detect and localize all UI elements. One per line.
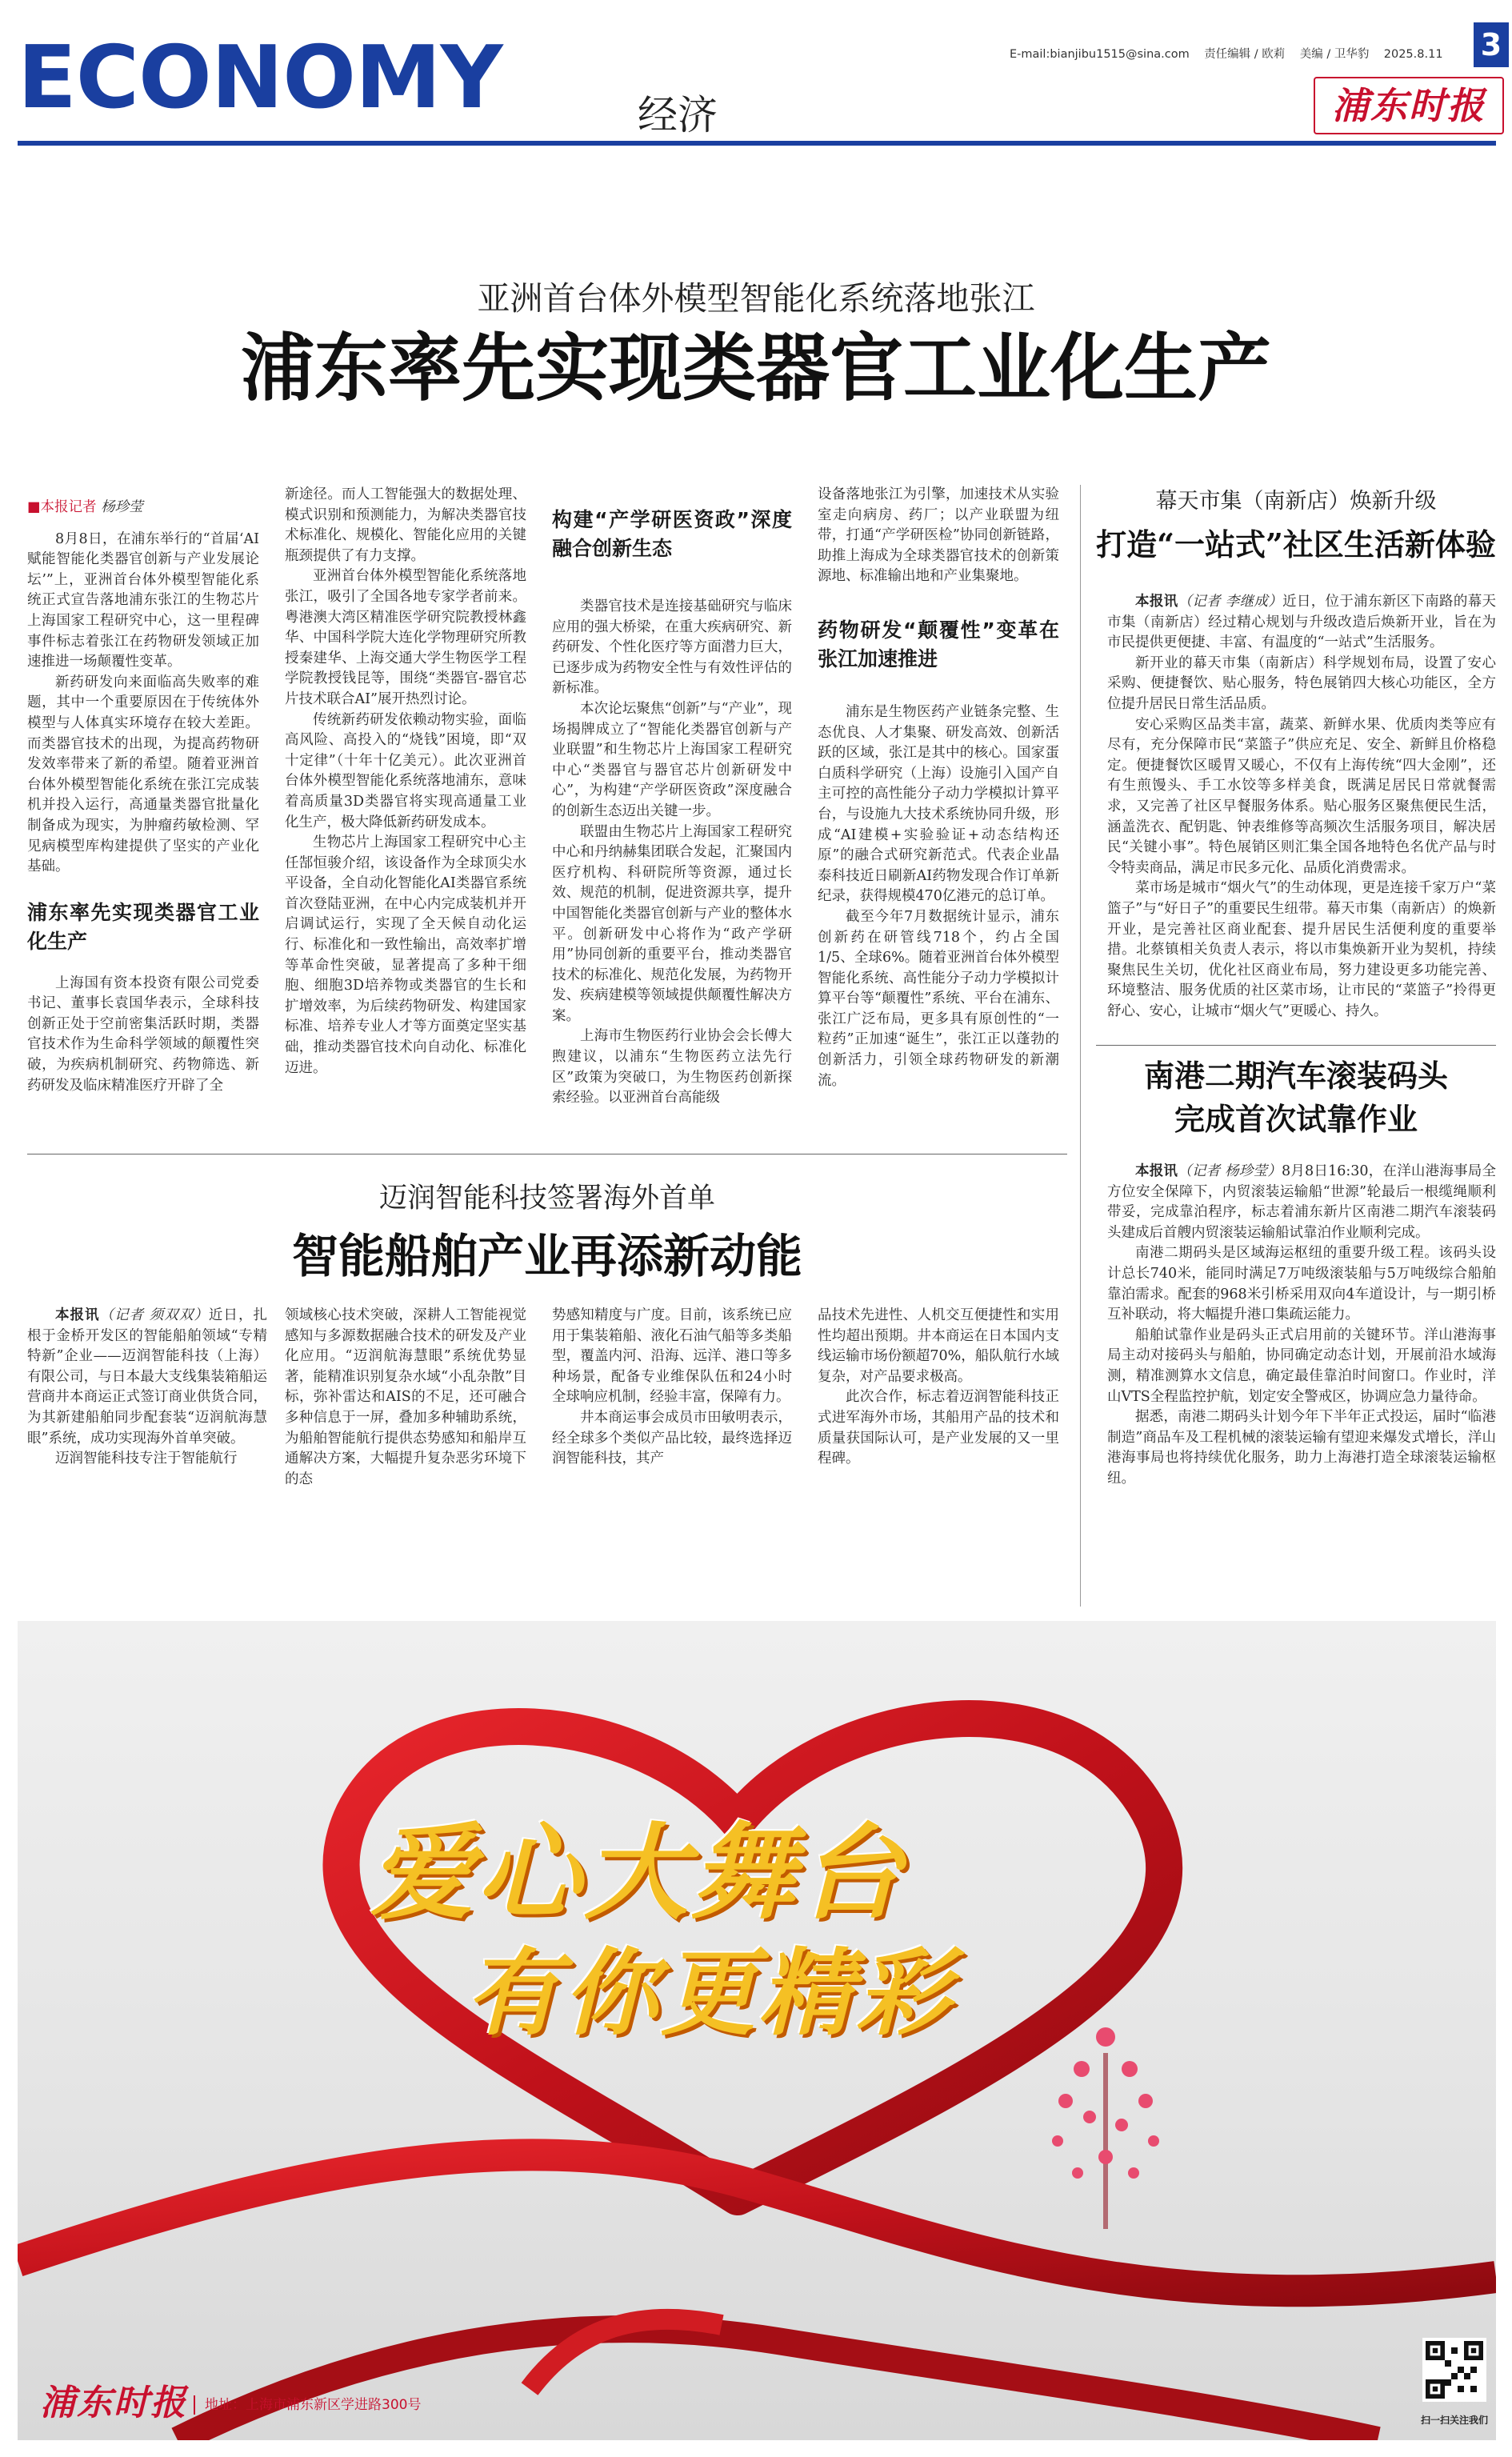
heart-tree-graphic (1052, 2027, 1159, 2229)
ship-kicker: 迈润智能科技签署海外首单 (378, 1182, 715, 1214)
lead-paragraph: 传统新药研发依赖动物实验，面临高风险、高投入的“烧钱”困境，即“双十定律”（十年十亿美元）。此次亚洲首台体外模型智能化系统落地浦东，意味着高质量3D类器官将实现高通量工业化生产，极大降低新药研发成本。 (285, 711, 526, 830)
lead-paragraph: 联盟由生物芯片上海国家工程研究中心和丹纳赫集团联合发起，汇聚国内医疗机构、科研院所等资源，通过长效、规范的机制，促进资源共享，提升中国智能化类器官创新与产业的整体水平。创新研发中心将作为“政产学研用”协同创新的重要平台，推动类器官技术的标准化、规范化发展，为药物开发、疾病建模等领域提供颠覆性解决方案。 (552, 823, 792, 1024)
ad-slogan-line2: 有你更精彩 (466, 1938, 954, 2048)
lead-column-2 (285, 485, 526, 1149)
lead-subhead-3: 药物研发“颠覆性”变革在张江加速推进 (818, 618, 1059, 670)
ad-footer-masthead: 浦东时报 (40, 2383, 187, 2423)
ship-paragraph: 此次合作，标志着迈润智能科技正式进军海外市场，其船用产品的技术和质量获国际认可，是产业发展的又一里程碑。 (818, 1389, 1059, 1467)
lead-paragraph: 新途径。而人工智能强大的数据处理、模式识别和预测能力，为解决类器官技术标准化、规模化、智能化应用的关键瓶颈提供了有力支撑。 (285, 486, 526, 564)
ship-paragraph: 领域核心技术突破，深耕人工智能视觉感知与多源数据融合技术的研发及产业化应用。“迈润航海慧眼”系统优势显著，能精准识别复杂水域“小乱杂散”目标，弥补雷达和AIS的不足，还可融合多种信息于一屏，叠加多种辅助系统，为船舶智能航行提供态势感知和船岸互通解决方案，大幅提升复杂恶劣环境下的态 (285, 1307, 526, 1487)
lead-paragraph: 类器官技术是连接基础研究与临床应用的强大桥梁，在重大疾病研究、新药研发、个性化医疗等方面潜力巨大，已逐步成为药物安全性与有效性评估的新标准。 (552, 598, 792, 697)
lead-paragraph: 上海市生物医药行业协会会长傅大煦建议，以浦东“生物医药立法先行区”政策为突破口，为生物医药创新探索经验。以亚洲首台高能级 (552, 1028, 792, 1106)
port-body (1107, 1162, 1496, 1610)
lead-paragraph: 上海国有资本投资有限公司党委书记、董事长袁国华表示，全球科技创新正处于空前密集活跃时期，类器官技术作为生命科学领域的颠覆性突破，为疾病机制研究、药物筛选、新药研发及临床精准医疗开辟了全 (27, 974, 259, 1094)
ad-footer-address: 地址：上海市浦东新区学进路300号 (194, 2395, 421, 2415)
market-headline: 打造“一站式”社区生活新体验 (1096, 526, 1496, 562)
port-paragraph: 南港二期码头是区域海运枢纽的重要升级工程。该码头设计总长740米，能同时满足7万吨级滚装船与5万吨级综合船舶靠泊需求。配套的968米引桥采用双向4车道设计，与一期引桥互补联动，将大幅提升港口集疏运能力。 (1107, 1245, 1496, 1323)
ship-column-3 (552, 1306, 792, 1610)
port-headline-line2: 完成首次试靠作业 (1174, 1101, 1418, 1137)
page-header (18, 14, 1502, 138)
port-paragraph: 8月8日16:30，在洋山港海事局全方位安全保障下，内贸滚装运输船“世源”轮最后一根缆绳顺利带妥，完成靠泊程序，标志着浦东新片区南港二期汽车滚装码头建成后首艘内贸滚装运输船试靠泊作业顺利完成。 (1107, 1163, 1496, 1241)
market-paragraph: 近日，位于浦东新区下南路的幕天市集（南新店）经过精心规划与升级改造后焕新开业，旨在为市民提供更便捷、丰富、有温度的“一站式”生活服务。 (1107, 594, 1496, 651)
ship-column-1 (27, 1306, 267, 1610)
lead-paragraph: 8月8日，在浦东举行的“首届‘AI赋能智能化类器官创新与产业发展论坛’”上，亚洲首台体外模型智能化系统正式宣告落地浦东张江的生物芯片上海国家工程研究中心，这一里程碑事件标志着张江在药物研发领域正加速推进一场颠覆性变革。 (27, 530, 259, 670)
ship-byline-tag: 本报讯 (55, 1307, 100, 1323)
page-number-badge (1474, 22, 1509, 67)
page-number: 3 (1480, 27, 1502, 62)
ship-column-4 (818, 1306, 1059, 1610)
section-divider (1096, 1045, 1496, 1046)
lead-paragraph: 浦东是生物医药产业链条完整、生态优良、人才集聚、研发高效、创新活跃的区域，张江是其中的核心。国家蛋白质科学研究（上海）设施引入国产自主可控的高性能分子动力学模拟计算平台，与设施九大技术系统协同升级，形成“AI建模+实验验证+动态结构还原”的融合式研究新范式。代表企业晶泰科技近日刷新AI药物发现合作订单新纪录，获得规模470亿港元的总订单。 (818, 703, 1059, 905)
market-byline-tag: 本报讯 (1135, 594, 1178, 610)
market-paragraph: 菜市场是城市“烟火气”的生动体现，更是连接千家万户“菜篮子”与“好日子”的重要民生纽带。幕天市集（南新店）的焕新开业，是完善社区商业配套、提升居民生活便利度的重要举措。北蔡镇相关负责人表示，将以市集焕新开业为契机，持续聚焦民生关切，优化社区商业布局，努力建设更多功能完善、环境整洁、服务优质的社区菜市场，让市民的“菜篮子”拎得更舒心、安心，让城市“烟火气”更暖心、持久。 (1107, 880, 1496, 1019)
market-paragraph: 安心采购区品类丰富，蔬菜、新鲜水果、优质肉类等应有尽有，充分保障市民“菜篮子”供应充足、安全、新鲜且价格稳定。便捷餐饮区暖胃又暖心，不仅有上海传统“四大金刚”，还有生煎馒头、手工水饺等多样美食，既满足居民日常就餐需求，又完善了社区早餐服务体系。贴心服务区聚焦便民生活，涵盖洗衣、配钥匙、钟表维修等高频次生活服务项目，解决居民“关键小事”。特色展销区则汇集全国各地特色名优产品与时令特卖商品，满足市民多元化、品质化消费需求。 (1107, 716, 1496, 876)
port-byline-tag: 本报讯 (1135, 1163, 1178, 1179)
lead-subhead-2: 构建“产学研医资政”深度融合创新生态 (552, 508, 792, 560)
header-rule (18, 141, 1496, 146)
masthead-logo (1314, 77, 1504, 134)
port-headline-line1: 南港二期汽车滚装码头 (1143, 1058, 1448, 1094)
ship-paragraph: 迈润智能科技专注于智能航行 (55, 1451, 238, 1467)
port-paragraph: 船舶试靠作业是码头正式启用前的关键环节。洋山港海事局主动对接码头与船舶，协同确定动态计划，开展前沿水域海测，精准测算水文信息，确定最佳靠泊时间窗口。作业时，洋山VTS全程监控护航，划定安全警戒区，协调应急力量待命。 (1107, 1327, 1496, 1405)
masthead-text: 浦东时报 (1332, 84, 1486, 127)
lead-column-3 (552, 506, 792, 1152)
lead-column-4 (818, 485, 1059, 1152)
column-rule (1080, 485, 1081, 1607)
ad-slogan-line1: 爱心大舞台 (370, 1812, 906, 1934)
qr-caption: 扫一扫关注我们 (1420, 2415, 1488, 2426)
header-meta-line: E-mail:bianjibu1515@sina.com 责任编辑 / 欧莉 美编 / 卫华豹 2025.8.11 (1010, 48, 1443, 61)
qr-code-icon (1426, 2341, 1483, 2399)
lead-paragraph: 截至今年7月数据统计显示，浦东创新药在研管线718个，约占全国1/5、全球6%。随着亚洲首台体外模型智能化系统、高性能分子动力学模拟计算平台等“颠覆性”系统、平台在浦东、张江广泛布局，更多具有原创性的“一粒药”正加速“诞生”，张江正以蓬勃的创新活力，引领全球药物研发的新潮流。 (818, 908, 1059, 1089)
qr-code[interactable] (1422, 2338, 1486, 2402)
ship-headline: 智能船舶产业再添新动能 (291, 1229, 802, 1283)
market-paragraph: 新开业的幕天市集（南新店）科学规划布局，设置了安心采购、便捷餐饮、贴心服务，特色展销四大核心功能区，全方位提升居民日常生活品质。 (1107, 654, 1496, 712)
lead-kicker: 亚洲首台体外模型智能化系统落地张江 (477, 279, 1035, 318)
lead-byline-tag: ■本报记者 (27, 499, 97, 515)
section-title-cn: 经济 (638, 92, 718, 138)
market-body (1107, 592, 1496, 1040)
market-byline-name: （记者 李继成） (1178, 594, 1283, 610)
ship-paragraph: 近日，扎根于金桥开发区的智能船舶领域“专精特新”企业——迈润智能科技（上海）有限公司，与日本最大支线集装箱船运营商井本商运正式签订商业供货合同，为其新建船舶同步配套装“迈润航海慧眼”系统，成功实现海外首单突破。 (27, 1307, 267, 1447)
section-title-en: ECONOMY (18, 28, 502, 128)
charity-ad (18, 1621, 1496, 2440)
port-byline-name: （记者 杨珍莹） (1178, 1163, 1282, 1179)
lead-paragraph: 本次论坛聚焦“创新”与“产业”，现场揭牌成立了“智能化类器官创新与产业联盟”和生物芯片上海国家工程研究中心“类器官与器官芯片创新研发中心”，为构建“产学研医资政”深度融合的创新生态迈出关键一步。 (552, 700, 792, 819)
lead-column-1 (27, 498, 259, 1154)
lead-byline-name: 杨珍莹 (101, 499, 143, 515)
market-kicker: 幕天市集（南新店）焕新升级 (1155, 489, 1437, 514)
port-paragraph: 据悉，南港二期码头计划今年下半年正式投运，届时“临港制造”商品车及工程机械的滚装运输有望迎来爆发式增长，洋山港海事局也将持续优化服务，助力上海港打造全球滚装运输枢纽。 (1107, 1409, 1496, 1487)
lead-headline: 浦东率先实现类器官工业化生产 (240, 325, 1271, 411)
lead-paragraph: 亚洲首台体外模型智能化系统落地张江，吸引了全国各地专家学者前来。粤港澳大湾区精准医学研究院教授林鑫华、中国科学院大连化学物理研究所教授秦建华、上海交通大学生物医学工程学院教授钱昆等，围绕“类器官-器官芯片技术联合AI”展开热烈讨论。 (285, 568, 526, 707)
lead-subhead-1: 浦东率先实现类器官工业化生产 (27, 900, 259, 953)
lead-paragraph: 新药研发向来面临高失败率的难题，其中一个重要原因在于传统体外模型与人体真实环境存在较大差距。而类器官技术的出现，为提高药物研发效率带来了新的希望。随着亚洲首台体外模型智能化系统在张江完成装机并投入运行，高通量类器官批量化制备成为现实，为肿瘤药敏检测、罕见病模型库构建提供了坚实的产业化基础。 (27, 674, 259, 875)
ship-paragraph: 井本商运事会成员市田敏明表示，经全球多个类似产品比较，最终选择迈润智能科技，其产 (552, 1409, 792, 1467)
lead-paragraph: 设备落地张江为引擎，加速技术从实验室走向病房、药厂；以产业联盟为纽带，打通“产学研医检”协同创新链路，助推上海成为全球类器官技术的创新策源地、标准输出地和产业集聚地。 (818, 486, 1059, 585)
ship-column-2 (285, 1306, 526, 1610)
ship-paragraph: 品技术先进性、人机交互便捷性和实用性均超出预期。井本商运在日本国内支线运输市场份额超70%，船队航行水域复杂，对产品要求极高。 (818, 1307, 1059, 1385)
ship-paragraph: 势感知精度与广度。目前，该系统已应用于集装箱船、液化石油气船等多类船型，覆盖内河、沿海、远洋、港口等多种场景，配备专业维保队伍和24小时全球响应机制，经验丰富，保障有力。 (552, 1307, 792, 1406)
ship-byline-name: （记者 须双双） (99, 1307, 209, 1323)
lead-paragraph: 生物芯片上海国家工程研究中心主任郜恒骏介绍，该设备作为全球顶尖水平设备，全自动化智能化AI类器官系统首次登陆亚洲，在中心内完成装机并开启调试运行，实现了全天候自动化运行、标准化和一致性输出，高效率扩增等革命性突破，显著提高了多种干细胞、细胞3D培养物或类器官的生长和扩增效率，为后续药物研发、构建国家标准、培养专业人才等方面奠定坚实基础，推动类器官技术向自动化、标准化迈进。 (285, 834, 526, 1076)
